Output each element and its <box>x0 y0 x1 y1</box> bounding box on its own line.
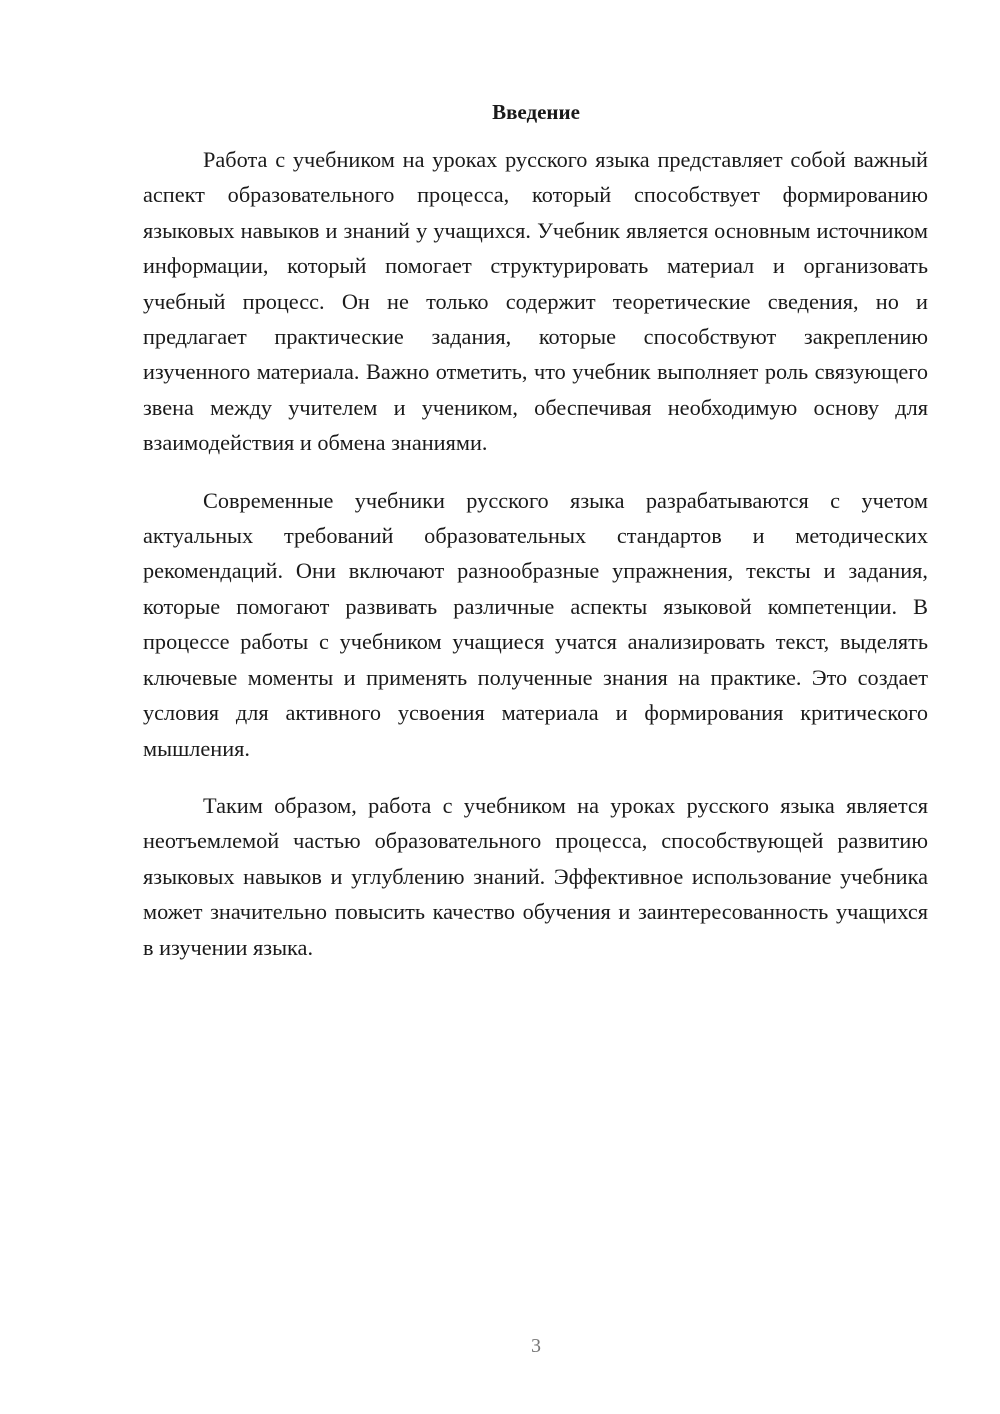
paragraph-2: Современные учебники русского языка разрабатываются с учетом актуальных требований образовательных стандартов и методических рекомендаций. Они включают разнообразные упражнения, тексты и задания, которые помогают развивать различные аспекты языковой компетенции. В процессе работы с учебником учащиеся учатся анализировать текст, выделять ключевые моменты и применять полученные знания на практике. Это создает условия для активного усвоения материала и формирования критического мышления. <box>143 487 928 761</box>
page-number: 3 <box>531 1335 541 1357</box>
body-text <box>143 142 928 965</box>
paragraph-1: Работа с учебником на уроках русского языка представляет собой важный аспект образовательного процесса, который способствует формированию языковых навыков и знаний у учащихся. Учебник является основным источником информации, который помогает структурировать материал и организовать учебный процесс. Он не только содержит теоретические сведения, но и предлагает практические задания, которые способствуют закреплению изученного материала. Важно отметить, что учебник выполняет роль связующего звена между учителем и учеником, обеспечивая необходимую основу для взаимодействия и обмена знаниями. <box>143 147 928 456</box>
paragraph-3: Таким образом, работа с учебником на уроках русского языка является неотъемлемой частью образовательного процесса, способствующей развитию языковых навыков и углублению знаний. Эффективное использование учебника может значительно повысить качество обучения и заинтересованность учащихся в изучении языка. <box>143 792 928 960</box>
section-title: Введение <box>492 100 580 124</box>
